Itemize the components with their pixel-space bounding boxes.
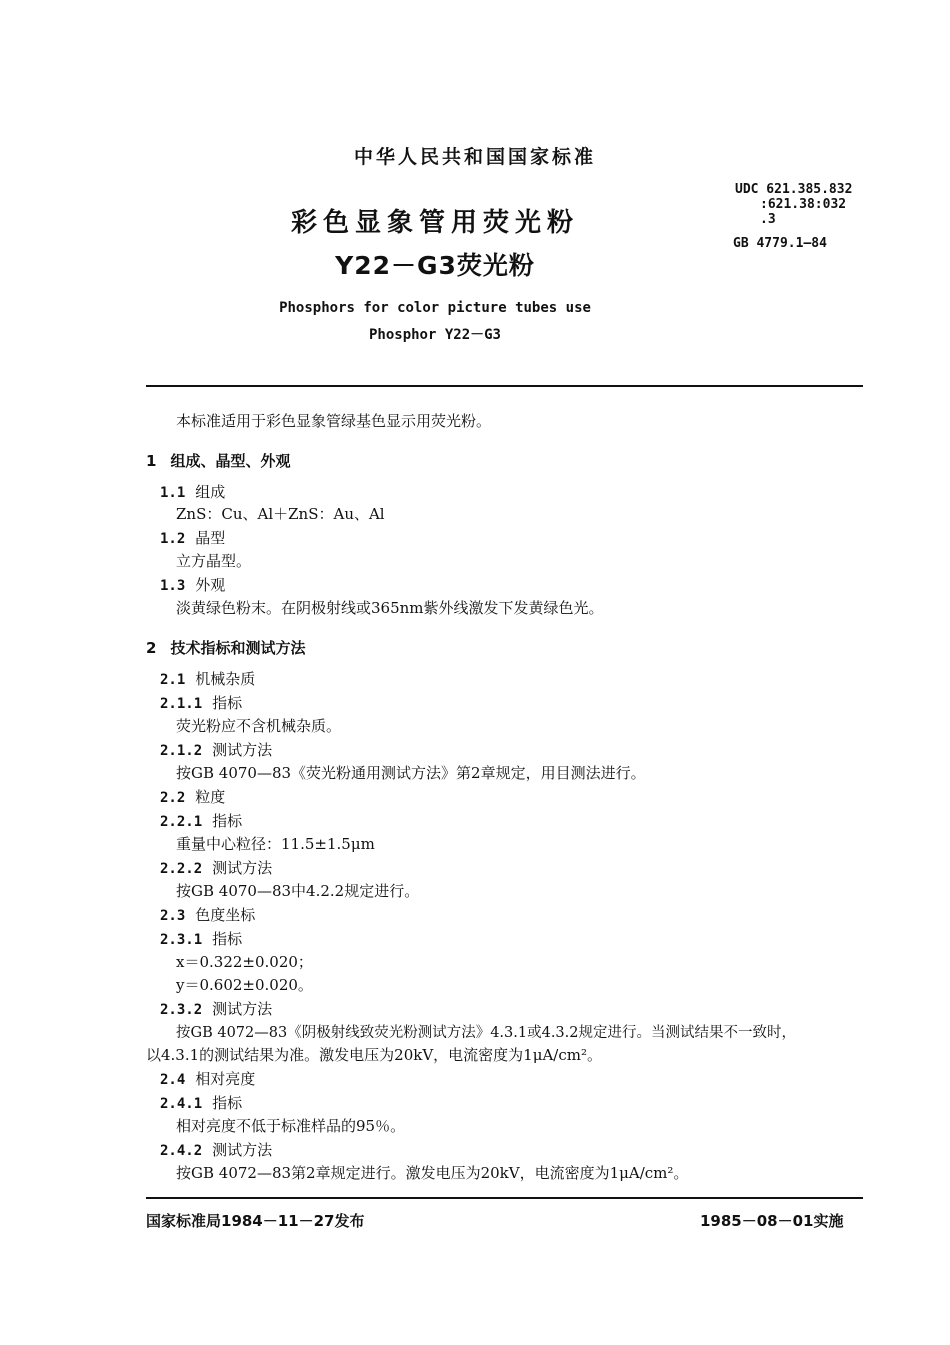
footer-divider [146, 1197, 863, 1199]
issue-date: 国家标准局1984－11－27发布 [146, 1212, 365, 1230]
section-number: 2.4 [160, 1072, 186, 1088]
section-1-1-text: ZnS：Cu、Al＋ZnS：Au、Al [176, 505, 385, 523]
section-2-heading [146, 637, 305, 658]
section-title: 指标 [212, 930, 243, 948]
section-number: 2.2 [160, 790, 186, 806]
section-number: 2.3.2 [160, 1002, 203, 1018]
section-1-2-heading [160, 527, 225, 548]
section-number: 2.2.1 [160, 814, 203, 830]
section-2-1-2-heading [160, 739, 272, 760]
section-number: 1.2 [160, 531, 186, 547]
section-2-4-2-text: 按GB 4072—83第2章规定进行。激发电压为20kV，电流密度为1μA/cm²。 [176, 1164, 689, 1182]
section-title: 组成、晶型、外观 [170, 452, 291, 470]
section-title: 测试方法 [212, 859, 273, 877]
section-1-3-heading [160, 574, 225, 595]
section-title: 机械杂质 [195, 670, 256, 688]
section-2-3-2-text-line2: 以4.3.1的测试结果为准。激发电压为20kV，电流密度为1μA/cm²。 [146, 1046, 602, 1064]
section-2-2-2-text: 按GB 4070—83中4.2.2规定进行。 [176, 882, 420, 900]
section-number: 1.3 [160, 578, 186, 594]
section-2-4-heading [160, 1068, 255, 1089]
section-2-2-2-heading [160, 857, 272, 878]
header-divider [146, 385, 863, 387]
section-title: 测试方法 [212, 741, 273, 759]
effective-date: 1985－08－01实施 [700, 1212, 844, 1230]
section-number: 2 [146, 639, 157, 657]
gb-code: GB 4779.1—84 [733, 236, 827, 251]
section-2-1-1-text: 荧光粉应不含机械杂质。 [176, 717, 342, 735]
section-2-2-1-text: 重量中心粒径：11.5±1.5μm [176, 835, 375, 853]
national-standard-heading: 中华人民共和国国家标准 [353, 146, 596, 168]
section-2-4-2-heading [160, 1139, 272, 1160]
section-title: 色度坐标 [195, 906, 256, 924]
section-title: 粒度 [195, 788, 226, 806]
section-2-2-heading [160, 786, 225, 807]
section-title: 指标 [212, 694, 243, 712]
udc-code-line2: :621.38:032 [760, 197, 847, 212]
section-2-1-1-heading [160, 692, 242, 713]
section-title: 晶型 [195, 529, 226, 547]
section-title: 组成 [195, 483, 226, 501]
section-title: 测试方法 [212, 1141, 273, 1159]
section-2-3-2-heading [160, 998, 272, 1019]
section-number: 2.3.1 [160, 932, 203, 948]
section-2-4-1-heading [160, 1092, 242, 1113]
chromaticity-y: y＝0.602±0.020。 [176, 976, 313, 994]
section-1-1-heading [160, 481, 225, 502]
document-subtitle-cn: Y22－G3荧光粉 [335, 251, 535, 280]
section-1-2-text: 立方晶型。 [176, 552, 252, 570]
section-2-4-1-text: 相对亮度不低于标准样品的95％。 [176, 1117, 406, 1135]
section-1-heading [146, 450, 290, 471]
section-title: 测试方法 [212, 1000, 273, 1018]
section-title: 指标 [212, 1094, 243, 1112]
udc-code-line3: .3 [760, 212, 776, 227]
section-title: 指标 [212, 812, 243, 830]
intro-paragraph: 本标准适用于彩色显象管绿基色显示用荧光粉。 [176, 412, 492, 430]
section-2-1-heading [160, 668, 255, 689]
section-2-3-1-heading [160, 928, 242, 949]
section-title: 相对亮度 [195, 1070, 256, 1088]
section-number: 1.1 [160, 485, 186, 501]
section-2-1-2-text: 按GB 4070—83《荧光粉通用测试方法》第2章规定，用目测法进行。 [176, 764, 646, 782]
section-number: 2.1 [160, 672, 186, 688]
chromaticity-x: x＝0.322±0.020； [176, 953, 313, 971]
section-number: 2.1.2 [160, 743, 203, 759]
udc-code-line1: UDC 621.385.832 [735, 182, 853, 197]
section-1-3-text: 淡黄绿色粉末。在阴极射线或365nm紫外线激发下发黄绿色光。 [176, 599, 604, 617]
document-subtitle-en: Phosphor Y22－G3 [368, 327, 501, 343]
document-title-en: Phosphors for color picture tubes use [279, 300, 591, 316]
section-number: 2.1.1 [160, 696, 203, 712]
section-number: 2.3 [160, 908, 186, 924]
section-2-3-2-text-line1: 按GB 4072—83《阴极射线致荧光粉测试方法》4.3.1或4.3.2规定进行。当测试结果不一致时， [176, 1025, 796, 1041]
section-number: 2.2.2 [160, 861, 203, 877]
section-title: 外观 [195, 576, 226, 594]
section-number: 2.4.2 [160, 1143, 203, 1159]
section-title: 技术指标和测试方法 [170, 639, 306, 657]
section-2-2-1-heading [160, 810, 242, 831]
section-number: 2.4.1 [160, 1096, 203, 1112]
section-2-3-heading [160, 904, 255, 925]
section-number: 1 [146, 452, 157, 470]
document-title-cn: 彩色显象管用荧光粉 [290, 208, 579, 238]
